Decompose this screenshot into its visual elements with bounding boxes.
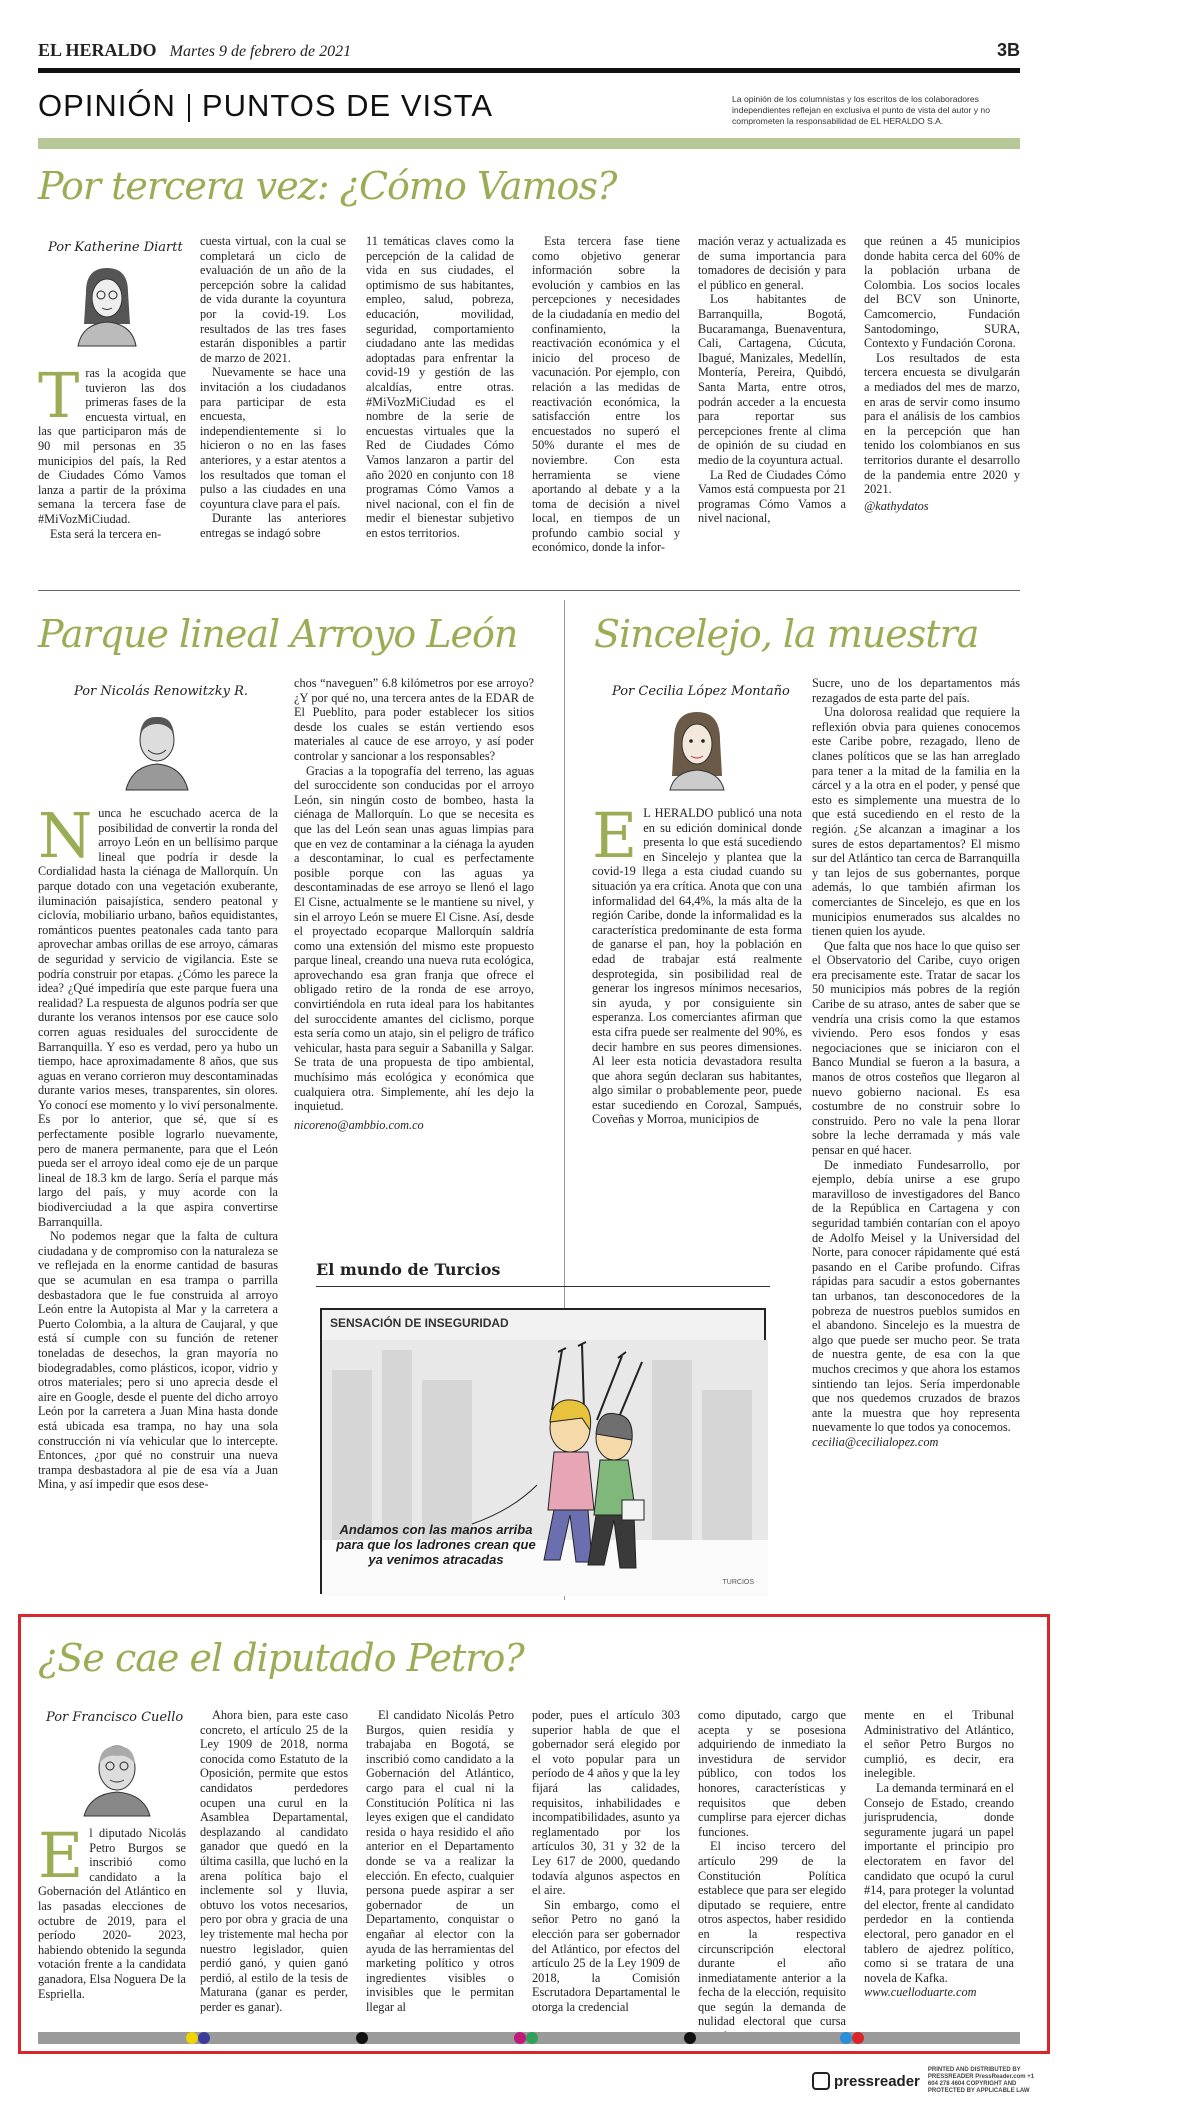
article-body-col xyxy=(366,234,514,560)
body-text: cuesta virtual, con la cual se completará un ciclo de evaluación de un año de la percepción sobre la calidad de vida durante la coyuntura por la covid-19. Los resultados de las tres fases estarán disponibles a partir de marzo de 2021. xyxy=(200,234,346,365)
section-green-bar xyxy=(38,138,1020,149)
cartoon-label: SENSACIÓN DE INSEGURIDAD xyxy=(330,1316,509,1330)
article-body-col xyxy=(698,234,846,560)
body-text: Los resultados de esta tercera encuesta se divulgarán a mediados del mes de marzo, en aras de servir como insumo para el análisis de los cambios en la percepción que han tenido los colombianos en sus territorios durante el desarrollo de la pandemia entre 2020 y 2021. xyxy=(864,350,1020,497)
article-author: Por Katherine Diartt xyxy=(48,240,183,255)
registration-dot-black xyxy=(684,2032,696,2044)
article-author: Por Nicolás Renowitzky R. xyxy=(74,684,249,699)
header-rule xyxy=(38,68,1020,73)
article-body-col xyxy=(592,799,802,1236)
body-text: poder, pues el artículo 303 superior habla de que el gobernador será elegido por el voto popular para un período de 4 años y que la ley fijará las calidades, requisitos, inhabilidades e incompatibilidades, asunto ya reglamentado por los artículos 30, 31 y 32 de la Ley 617 de 2000, quedando todavía algunos aspectos en el aire. xyxy=(532,1708,680,1898)
body-text: mente en el Tribunal Administrativo del Atlántico, el señor Petro Burgos no cumplió, es decir, era inelegible. xyxy=(864,1708,1014,1781)
body-text: ras la acogida que tuvieron las dos primeras fases de la encuesta virtual, en las que participaron más de 90 mil personas en 35 municipios del país, la Red de Ciudades Cómo Vamos lanza a partir de la próxima semana la tercera fase de #MiVozMiCiudad. xyxy=(38,366,186,526)
body-text: que reúnen a 45 municipios donde habita cerca del 60% de la población urbana de Colombia. Los socios locales del BCV son Uninorte, Camcomercio, Fundación Santodomingo, SURA, Contexto y Fundación Corona. xyxy=(864,234,1020,351)
body-text: Gracias a la topografía del terreno, las aguas del suroccidente son conducidas por el arroyo León, sin ningún costo de bombeo, hasta la ciénaga de Mallorquín. Lo que se necesita es que las del León sean unas aguas limpias para que en vez de contaminar a la ciénaga la ayuden a descontaminar, lo cual es perfectamente posible porque con las aguas ya descontaminadas de ese arroyo se llenó el lago El Cisne, actualmente se le mantiene su nivel, y sin el arroyo León se muere El Cisne. Así, desde el proyectado ecoparque Mallorquín saldría como una extensión del mismo este propuesto parque lineal, creando una nueva ruta ecológica, aprovechando esa gran franja que ofrece el obligado retiro de la ronda de ese arroyo, convirtiéndola en ruta ideal para los habitantes del suroccidente amantes del ciclismo, porque esta sería como un atajo, sin el peligro de tráfico vehicular, hasta para seguir a Sabanilla y Salgar. Se trata de una propuesta de tipo ambiental, muchísimo más ecológica y económica que cualquiera otra. Simplemente, ahí les dejo la inquietud. xyxy=(294,763,534,1114)
article-author: Por Cecilia López Montaño xyxy=(612,684,790,699)
cartoon-caption: Andamos con las manos arriba para que los ladrones crean que ya venimos atracadas xyxy=(336,1522,536,1567)
drop-cap: N xyxy=(38,799,93,872)
article-body-col xyxy=(38,1819,186,2022)
article-title-parque-lineal: Parque lineal Arroyo León xyxy=(38,612,518,656)
author-portrait xyxy=(662,706,732,790)
body-text: chos “naveguen” 6.8 kilómetros por ese arroyo? ¿Y por qué no, una tercera antes de la EDAR de El Pueblito, para poder establecer los sitios desde los cuales se están vertiendo esos materiales al cauce de ese arroyo, y así poder controlar y sancionar a los responsables? xyxy=(294,676,534,763)
body-text: No podemos negar que la falta de cultura ciudadana y de compromiso con la naturaleza se ve reflejada en la enorme cantidad de basuras que se acumulan en esa trampa o parrilla desbastadora que le fue construida al arroyo León entre la Autopista al Mar y la carretera a Puerto Colombia, a la altura de Caujaral, y que está sí cumple con su función de retener toneladas de desechos, la gran mayoría no biodegradables, como plásticos, icopor, vidrio y otros materiales; pero si uno aprecia desde el aire en Google, desde el puente del dicho arroyo León por la carretera a Juan Mina hasta donde está ubicada esa trampa, no hay una sola construcción ni vía vehicular que lo intercepte. Entonces, ¿por qué no construir una nueva trampa desbastadora al pie de esa vía a Juan Mina, y así impedir que esos dese- xyxy=(38,1229,278,1492)
article-title-sincelejo: Sincelejo, la muestra xyxy=(594,612,979,656)
body-text: L HERALDO publicó una nota en su edición dominical donde presenta lo que está sucediendo en Sincelejo y plantea que la covid-19 llega a esta ciudad cuando su situación ya era crítica. Anota que con una informalidad del 64,4%, la más alta de la región Caribe, donde la informalidad es la característica predominante de esta forma de ganarse el pan, hoy la población en edad de trabajar está realmente desprotegida, sin posibilidad real de generar los ingresos mínimos necesarios, sin ayuda, y por consiguiente sin esperanza. Los comerciantes afirman que esta cifra puede ser realmente del 90%, es decir hambre en sus peores dimensiones. Al leer esta noticia devastadora resulta que ahora según declaran sus habitantes, algo similar o probablemente peor, puede estar sucediendo en Corozal, Sampués, Coveñas y Morroa, municipios de xyxy=(592,806,802,1127)
newspaper-name: EL HERALDO xyxy=(38,40,157,60)
article-separator xyxy=(38,590,1020,591)
body-text: Nuevamente se hace una invitación a los ciudadanos para participar de esta encuesta, independientemente si lo hicieron o no en las fases anteriores, y a estar atentos a los resultados que toman el pulso a las ciudades en una coyuntura clave para el país. xyxy=(200,365,346,511)
article-title-petro: ¿Se cae el diputado Petro? xyxy=(38,1636,524,1680)
drop-cap: T xyxy=(38,359,80,432)
body-text: Durante las anteriores entregas se indagó sobre xyxy=(200,511,346,540)
article-body-col xyxy=(38,359,186,560)
article-body-col xyxy=(200,1708,348,2022)
article-body-col xyxy=(532,1708,680,2022)
author-portrait xyxy=(80,1734,154,1816)
cartoon-signature: TURCIOS xyxy=(722,1579,754,1586)
registration-dot-red xyxy=(852,2032,864,2044)
body-text: Esta será la tercera en- xyxy=(50,526,162,541)
editorial-cartoon xyxy=(320,1308,766,1594)
article-body-col xyxy=(366,1708,514,2022)
article-body-col xyxy=(864,234,1020,560)
body-text: mación veraz y actualizada es de suma importancia para tomadores de decisión y para el público en general. xyxy=(698,234,846,292)
pressreader-notice: PRINTED AND DISTRIBUTED BY PRESSREADER PressReader.com +1 604 278 4604 COPYRIGHT AND PROTECTED BY APPLICABLE LAW xyxy=(927,2067,1035,2094)
body-text: como diputado, cargo que acepta y se posesiona adquiriendo de inmediato la investidura de servidor público, con todos los honores, características y requisitos que deben cumplirse para ejercer dichas funciones. xyxy=(698,1708,846,1839)
body-text: Una dolorosa realidad que requiere la reflexión obvia para quienes conocemos este Caribe pobre, rezagado, lleno de clanes políticos que se las han arreglado para tener a la mitad de la familia en la cárcel y a la otra en el poder, y pensé que esto es simplemente una muestra de lo que está sucediendo en el resto de la región. ¿Se alcanzan a imaginar a los sures de estos departamentos? El mismo sur del Atlántico tan cerca de Barranquilla y tan lejos de sus gobernantes, porque además, lo que también afirman los comerciantes de Sincelejo, es que en los municipios enumerados sus alcaldes no tienen quien los ayude. xyxy=(812,705,1020,939)
body-text: Los habitantes de Barranquilla, Bogotá, Bucaramanga, Buenaventura, Cali, Cartagena, Cúcuta, Ibagué, Manizales, Medellín, Montería, Pereira, Quibdó, Santa Marta, entre otros, podrán acceder a la encuesta para reportar sus percepciones frente al clima de opinión de su ciudad en medio de la coyuntura actual. xyxy=(698,292,846,467)
registration-dot-cyan xyxy=(840,2032,852,2044)
section-label-puntos: PUNTOS DE VISTA xyxy=(201,88,494,123)
pressreader-icon xyxy=(812,2072,830,2090)
issue-date: Martes 9 de febrero de 2021 xyxy=(169,43,352,60)
body-text: Ahora bien, para este caso concreto, el artículo 25 de la Ley 1909 de 2018, norma conocida como Estatuto de la Oposición, permite que estos candidatos perdedores ocupen una curul en la Asamblea Departamental, desplazando al candidato ganador que quedó en la última casilla, que luchó en la arena política bajo el inclemente sol y lluvia, obtuvo los votos necesarios, pero por obra y gracia de una ley tristemente mal hecha por nuestro legislador, quien perdió ganó, y quien ganó perdió, al estilo de la tesis de Maturana (ganar es perder, perder es ganar). xyxy=(200,1708,348,2014)
article-author: Por Francisco Cuello xyxy=(46,1710,184,1725)
article-body-col xyxy=(812,676,1020,1598)
registration-dot-blue xyxy=(198,2032,210,2044)
article-body-col xyxy=(698,1708,846,2029)
disclaimer: La opinión de los columnistas y los escritos de los colaboradores independientes reflejan en exclusiva el punto de vista del autor y no comprometen la responsabilidad de EL HERALDO S.A. xyxy=(732,94,990,126)
section-title xyxy=(38,88,493,124)
cartoon-heading: El mundo de Turcios xyxy=(316,1260,501,1279)
body-text: Que falta que nos hace lo que quiso ser el Observatorio del Caribe, cuyo origen era precisamente este. Tratar de sacar los 50 municipios más pobres de la región Caribe de su atraso, antes de saber que se vendría una crisis como la que estamos viviendo. Pero esos fondos y esas negociaciones que se iniciaron con el Banco Mundial se fueron a la basura, a manos de otros costeños que llegaron al nuevo gobierno nacional. Es esa costumbre de no construir sobre lo construido. Pero no vale la pena llorar sobre la leche derramada y más vale pensar en qué hacer. xyxy=(812,938,1020,1157)
body-text: l diputado Nicolás Petro Burgos se inscribió como candidato a la Gobernación del Atlántico en las pasadas elecciones de octubre de 2019, para el período 2020- 2023, habiendo obtenido la segunda votación frente a la candidata ganadora, Elsa Noguera De la Espriella. xyxy=(38,1826,186,2001)
registration-dot-green xyxy=(526,2032,538,2044)
author-handle: @kathydatos xyxy=(864,498,929,513)
registration-dot-yellow xyxy=(186,2032,198,2044)
article-body-col xyxy=(294,676,534,1222)
article-body-col xyxy=(864,1708,1014,2022)
body-text: 11 temáticas claves como la percepción de la calidad de vida en sus ciudades, el optimismo de sus habitantes, empleo, salud, pobreza, educación, movilidad, seguridad, comportamiento ciudadano ante las medidas adoptadas para enfrentar la covid-19 y gestión de las alcaldías, entre otras. #MiVozMiCiudad es el nombre de la serie de encuestas virtuales que la Red de Ciudades Cómo Vamos lanzaron a partir del año 2020 en conjunto con 18 programas Cómo Vamos a nivel nacional, con el fin de medir el bienestar subjetivo en estos territorios. xyxy=(366,234,514,540)
registration-dot-black xyxy=(356,2032,368,2044)
body-text: La demanda terminará en el Consejo de Estado, creando jurisprudencia, donde seguramente jugará un papel importante el principio pro electoratem en favor del candidato que ocupó la curul #14, para proteger la voluntad del elector, frente al candidato perdedor en la contienda electoral, pero ganador en el tablero de ajedrez político, como si se tratara de una novela de Kafka. xyxy=(864,1780,1014,1985)
drop-cap: E xyxy=(38,1819,84,1892)
body-text: De inmediato Fundesarrollo, por ejemplo, debía unirse a ese grupo maravilloso de investigadores del Banco de la República en Cartagena y con seguridad también contarían con el apoyo de Adolfo Meisel y la Universidad del Norte, para conocer rápidamente qué está pasando en el Caribe profundo. Cifras rápidas para sacudir a estos gobernantes tan urbanos, tan desconocedores de la pobreza de nuestros pueblos sumidos en el abandono. Sincelejo es la muestra de algo que puede ser mucho peor. Se trata de nuestra gente, de esa con la que muchos crecimos y que ahora los estamos sintiendo tan lejos. Sería imperdonable que nos quedemos cruzados de brazos ante la muestra que hoy representa nuevamente lo que todos ya conocemos. xyxy=(812,1157,1020,1435)
body-text: Sin embargo, como el señor Petro no ganó la elección para ser gobernador del Atlántico, por efectos del artículo 25 de la Ley 1909 de 2018, la Comisión Escrutadora Departamental le otorga la credencial xyxy=(532,1897,680,2014)
body-text: Esta tercera fase tiene como objetivo generar información sobre la evolución y cambios en las percepciones y necesidades de la ciudadanía en medio del confinamiento, la reactivación económica y el inicio del proceso de vacunación. Por ejemplo, con relación a las medidas de reactivación económica, la satisfacción entre los encuestados no superó el 50% durante el mes de noviembre. Con esta herramienta se viene aportando al debate y a la toma de decisión a nivel local, en tiempos de un profundo cambio social y económico, donde la infor- xyxy=(532,234,680,555)
author-portrait xyxy=(124,706,190,790)
article-body-col xyxy=(38,799,278,1618)
body-text: El candidato Nicolás Petro Burgos, quien residía y trabajaba en Bogotá, se inscribió como candidato a la Gobernación del Atlántico, cargo para el cual ni la Constitución Política ni las leyes exigen que el candidato resida o haya residido el año anterior en el Departamento donde se va a realizar la elección. En efecto, cualquier persona puede aspirar a ser gobernador de un Departamento, conquistar o engañar al elector con la ayuda de las herramientas del marketing político y otros ingredientes visibles o invisibles que le permitan llegar al xyxy=(366,1708,514,2014)
article-title-como-vamos: Por tercera vez: ¿Cómo Vamos? xyxy=(38,164,617,208)
masthead xyxy=(38,40,1020,64)
section-label-opinion: OPINIÓN xyxy=(38,88,176,123)
body-text: Sucre, uno de los departamentos más rezagados de esta parte del país. xyxy=(812,676,1020,705)
registration-dot-magenta xyxy=(514,2032,526,2044)
pressreader-logo[interactable] xyxy=(812,2067,1038,2094)
drop-cap: E xyxy=(592,799,638,872)
cartoon-rule xyxy=(316,1286,770,1287)
article-body-col xyxy=(200,234,346,560)
body-text: La Red de Ciudades Cómo Vamos está compuesta por 21 programas Cómo Vamos a nivel nacional, xyxy=(698,467,846,526)
page-number: 3B xyxy=(996,40,1020,60)
section-divider xyxy=(188,94,190,122)
author-email: cecilia@cecilialopez.com xyxy=(812,1434,939,1449)
body-text: El inciso tercero del artículo 299 de la Constitución Política establece que para ser elegido diputado se requiere, entre otros aspectos, haber residido en la respectiva circunscripción electoral durante el año inmediatamente anterior a la fecha de la elección, requisito que según la demanda de nulidad electoral que cursa xyxy=(698,1839,846,2029)
author-email: nicoreno@ambbio.com.co xyxy=(294,1117,424,1132)
body-text: unca he escuchado acerca de la posibilidad de convertir la ronda del arroyo León en un bellísimo parque lineal que podría ir desde la Cordialidad hasta la ciénaga de Mallorquín. Un parque dotado con una vegetación exuberante, iluminación paisajística, sendero peatonal y ciclovía, mobiliario urbano, baños equidistantes, románticos puentes peatonales cada tanto para aprovechar ambas orillas de ese arroyo, cámaras de seguridad y servicio de vigilancia. Este se podría construir por etapas. ¿Cómo les parece la idea? ¿Qué impediría que este parque fuera una realidad? La respuesta de algunos podría ser que durante los veranos intensos por ese cauce solo corren aguas residuales del suroccidente de Barranquilla. Y eso es verdad, pero ya hubo un tiempo, hace aproximadamente 8 años, que sus aguas en verano corrieron muy descontaminadas durante varios meses, transparentes, sin olores. Yo conocí ese momento y lo viví personalmente. Es por lo anterior, que sé, que sí es perfectamente posible lograrlo nuevamente, pero de manera permanente, para que el León pueda ser el arroyo ideal como eje de un parque lineal de 18.3 km de largo. Sería el parque más largo del país, y muy acorde con la biodiverciudad a la que aspira convertirse Barranquilla. xyxy=(38,806,278,1229)
article-body-col xyxy=(532,234,680,560)
author-website: www.cuelloduarte.com xyxy=(864,1985,977,2000)
author-portrait xyxy=(72,262,142,346)
pressreader-brand: pressreader xyxy=(834,2072,920,2090)
